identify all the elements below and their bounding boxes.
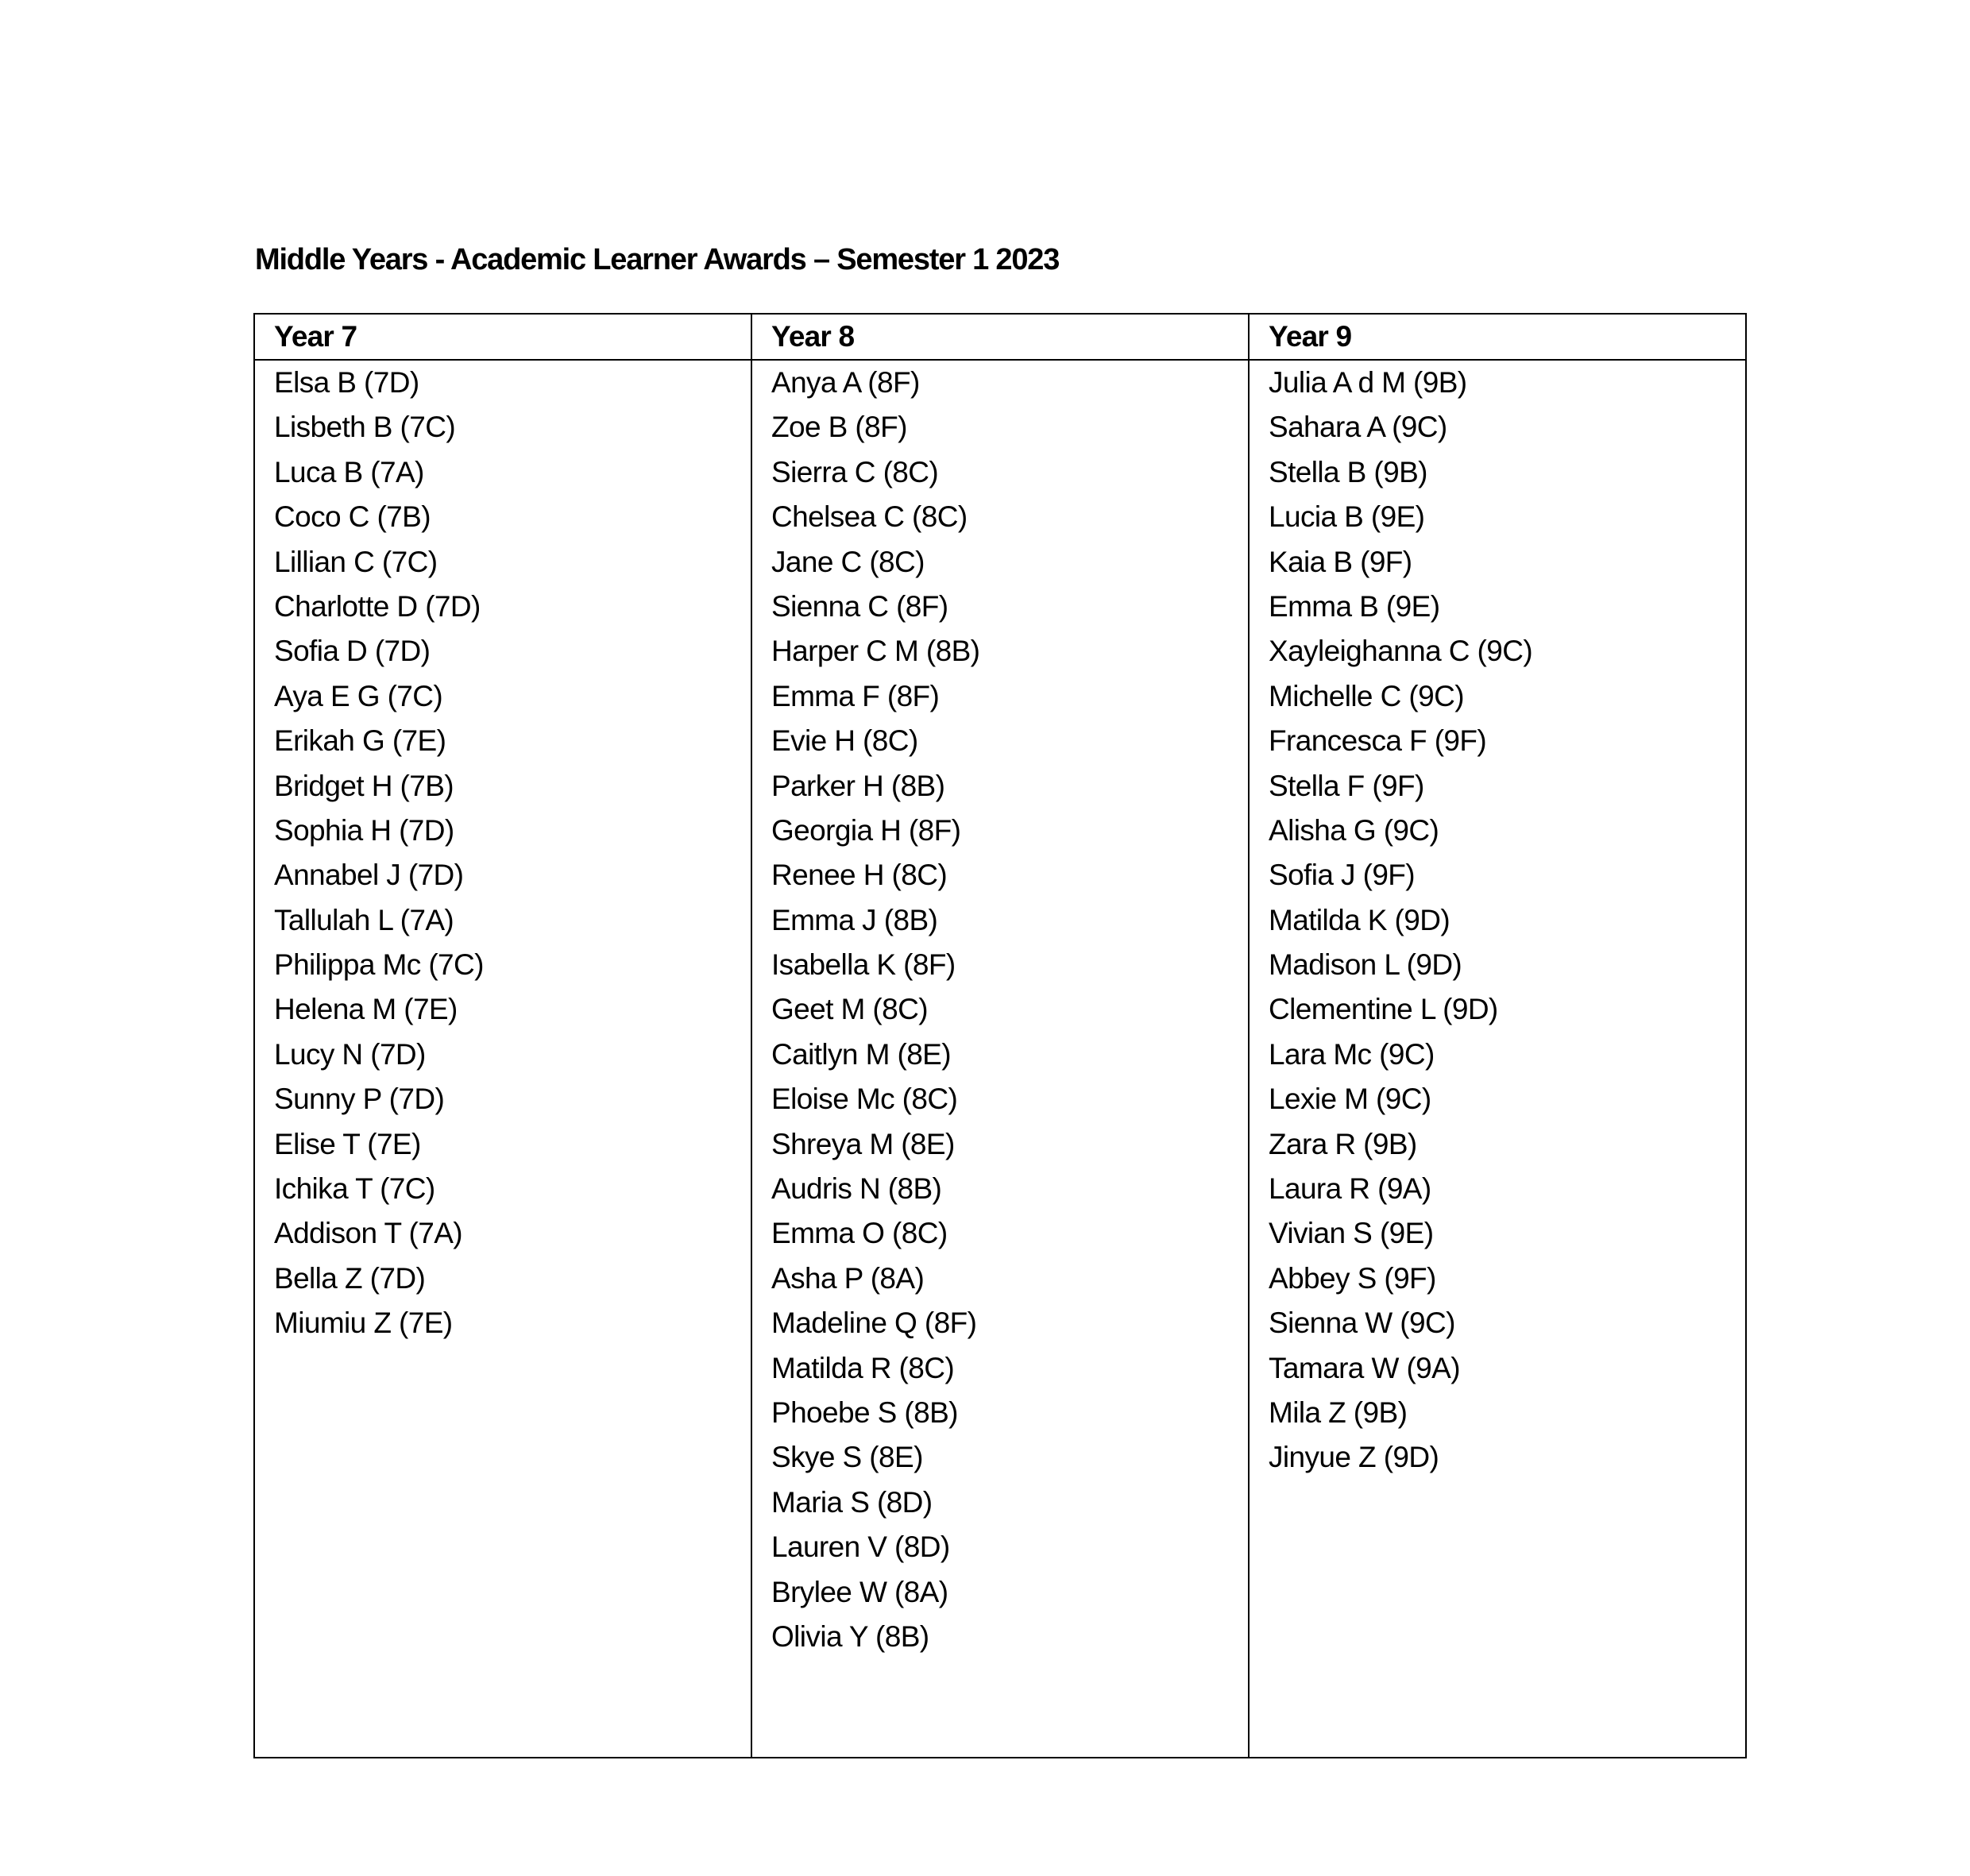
student-name: Sienna W (9C) xyxy=(1269,1307,1455,1340)
student-name: Kaia B (9F) xyxy=(1269,545,1412,578)
student-name: Lisbeth B (7C) xyxy=(274,411,456,444)
column-header-year-8: Year 8 xyxy=(751,314,1249,360)
student-name: Isabella K (8F) xyxy=(771,948,956,982)
student-name: Brylee W (8A) xyxy=(771,1575,948,1608)
student-name: Elsa B (7D) xyxy=(274,366,419,399)
student-name: Alisha G (9C) xyxy=(1269,813,1439,847)
student-name: Sunny P (7D) xyxy=(274,1083,445,1116)
student-name: Zara R (9B) xyxy=(1269,1127,1417,1160)
student-name: Sahara A (9C) xyxy=(1269,411,1447,444)
student-name: Madeline Q (8F) xyxy=(771,1307,977,1340)
student-name: Stella B (9B) xyxy=(1269,455,1427,488)
student-name: Emma O (8C) xyxy=(771,1217,948,1250)
year-8-list xyxy=(771,361,1248,1659)
student-name: Evie H (8C) xyxy=(771,724,918,758)
column-header-year-7: Year 7 xyxy=(254,314,751,360)
student-name: Shreya M (8E) xyxy=(771,1127,955,1160)
year-7-list xyxy=(274,361,751,1346)
student-name: Madison L (9D) xyxy=(1269,948,1462,982)
student-name: Lara Mc (9C) xyxy=(1269,1037,1435,1071)
student-name: Phoebe S (8B) xyxy=(771,1395,958,1429)
student-name: Georgia H (8F) xyxy=(771,813,961,847)
student-name: Julia A d M (9B) xyxy=(1269,366,1467,399)
student-name: Michelle C (9C) xyxy=(1269,679,1464,712)
year-8-cell xyxy=(751,360,1249,1758)
table-body-row xyxy=(254,360,1746,1758)
student-name: Emma B (9E) xyxy=(1269,589,1440,623)
student-name: Philippa Mc (7C) xyxy=(274,948,484,982)
student-name: Helena M (7E) xyxy=(274,993,458,1026)
student-name: Aya E G (7C) xyxy=(274,679,443,712)
student-name: Lucia B (9E) xyxy=(1269,500,1425,534)
student-name: Elise T (7E) xyxy=(274,1127,421,1160)
student-name: Caitlyn M (8E) xyxy=(771,1037,951,1071)
year-9-cell xyxy=(1249,360,1746,1758)
student-name: Geet M (8C) xyxy=(771,993,928,1026)
student-name: Francesca F (9F) xyxy=(1269,724,1487,758)
student-name: Addison T (7A) xyxy=(274,1217,463,1250)
student-name: Parker H (8B) xyxy=(771,769,945,802)
student-name: Sophia H (7D) xyxy=(274,813,454,847)
student-name: Emma J (8B) xyxy=(771,903,938,936)
student-name: Anya A (8F) xyxy=(771,366,920,399)
student-name: Sierra C (8C) xyxy=(771,455,939,488)
student-name: Emma F (8F) xyxy=(771,679,940,712)
student-name: Skye S (8E) xyxy=(771,1441,923,1474)
student-name: Lillian C (7C) xyxy=(274,545,438,578)
student-name: Coco C (7B) xyxy=(274,500,431,534)
student-name: Sofia J (9F) xyxy=(1269,859,1416,892)
student-name: Tallulah L (7A) xyxy=(274,903,454,936)
student-name: Charlotte D (7D) xyxy=(274,589,481,623)
student-name: Jane C (8C) xyxy=(771,545,925,578)
student-name: Bella Z (7D) xyxy=(274,1261,426,1295)
student-name: Miumiu Z (7E) xyxy=(274,1307,453,1340)
student-name: Sienna C (8F) xyxy=(771,589,948,623)
student-name: Luca B (7A) xyxy=(274,455,424,488)
student-name: Zoe B (8F) xyxy=(771,411,907,444)
student-name: Audris N (8B) xyxy=(771,1172,942,1206)
student-name: Harper C M (8B) xyxy=(771,635,980,668)
student-name: Lauren V (8D) xyxy=(771,1531,950,1564)
student-name: Eloise Mc (8C) xyxy=(771,1083,958,1116)
student-name: Bridget H (7B) xyxy=(274,769,454,802)
year-9-list xyxy=(1269,361,1745,1480)
student-name: Clementine L (9D) xyxy=(1269,993,1498,1026)
student-name: Matilda R (8C) xyxy=(771,1351,955,1384)
student-name: Tamara W (9A) xyxy=(1269,1351,1460,1384)
student-name: Maria S (8D) xyxy=(771,1485,933,1519)
student-name: Lexie M (9C) xyxy=(1269,1083,1431,1116)
student-name: Mila Z (9B) xyxy=(1269,1395,1408,1429)
student-name: Annabel J (7D) xyxy=(274,859,464,892)
year-7-cell xyxy=(254,360,751,1758)
student-name: Matilda K (9D) xyxy=(1269,903,1450,936)
student-name: Erikah G (7E) xyxy=(274,724,446,758)
student-name: Stella F (9F) xyxy=(1269,769,1424,802)
student-name: Sofia D (7D) xyxy=(274,635,431,668)
table-header-row xyxy=(254,314,1746,360)
student-name: Chelsea C (8C) xyxy=(771,500,968,534)
student-name: Xayleighanna C (9C) xyxy=(1269,635,1533,668)
student-name: Olivia Y (8B) xyxy=(771,1619,929,1653)
document-title: Middle Years - Academic Learner Awards – Semester 1 2023 xyxy=(255,243,1060,276)
student-name: Laura R (9A) xyxy=(1269,1172,1431,1206)
awards-table xyxy=(253,313,1747,1758)
student-name: Abbey S (9F) xyxy=(1269,1261,1436,1295)
student-name: Asha P (8A) xyxy=(771,1261,925,1295)
column-header-year-9: Year 9 xyxy=(1249,314,1746,360)
student-name: Jinyue Z (9D) xyxy=(1269,1441,1439,1474)
student-name: Lucy N (7D) xyxy=(274,1037,426,1071)
student-name: Renee H (8C) xyxy=(771,859,948,892)
student-name: Ichika T (7C) xyxy=(274,1172,435,1206)
student-name: Vivian S (9E) xyxy=(1269,1217,1434,1250)
